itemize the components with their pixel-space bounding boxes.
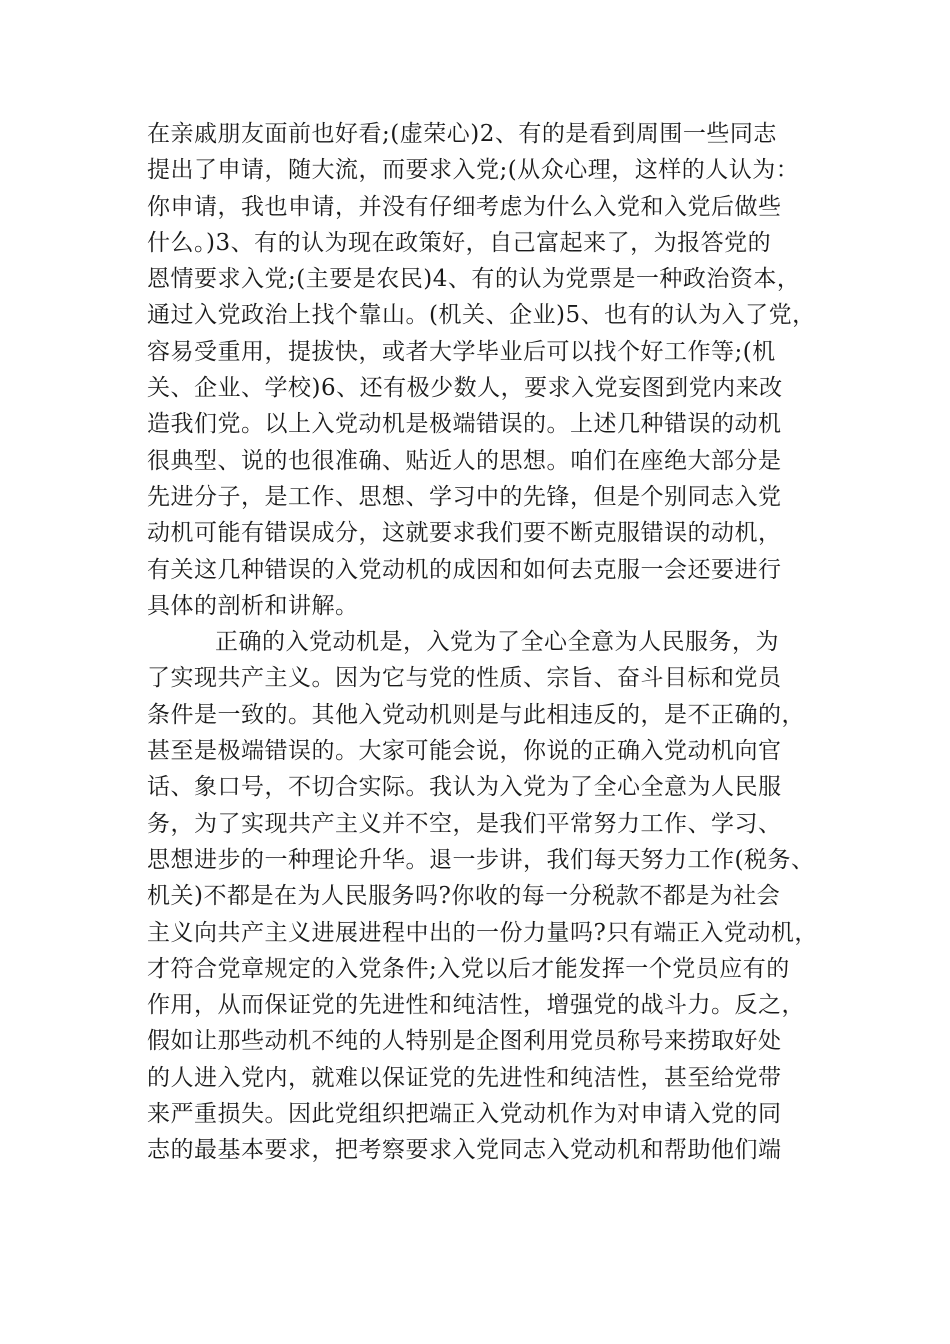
text-line: 有关这几种错误的入党动机的成因和如何去克服一会还要进行 <box>147 556 782 583</box>
text-line: 务，为了实现共产主义并不空，是我们平常努力工作、学习、 <box>147 810 782 837</box>
text-line: 通过入党政治上找个靠山。(机关、企业)5、也有的认为入了党， <box>147 302 816 329</box>
text-line: 正确的入党动机是，入党为了全心全意为人民服务，为 <box>215 629 779 656</box>
text-line: 假如让那些动机不纯的人特别是企图利用党员称号来捞取好处 <box>147 1028 782 1055</box>
text-line: 很典型、说的也很准确、贴近人的思想。咱们在座绝大部分是 <box>147 447 782 474</box>
text-line: 具体的剖析和讲解。 <box>147 592 359 619</box>
text-line: 机关)不都是在为人民服务吗?你收的每一分税款不都是为社会 <box>147 883 781 910</box>
paragraph-1 <box>147 116 816 624</box>
text-line: 动机可能有错误成分，这就要求我们要不断克服错误的动机， <box>147 520 782 547</box>
text-line: 条件是一致的。其他入党动机则是与此相违反的，是不正确的， <box>147 701 805 728</box>
text-line: 甚至是极端错误的。大家可能会说，你说的正确入党动机向官 <box>147 738 782 765</box>
body-text <box>147 116 818 1169</box>
text-line: 才符合党章规定的入党条件;入党以后才能发挥一个党员应有的 <box>147 955 790 982</box>
text-line: 你申请，我也申请，并没有仔细考虑为什么入党和入党后做些 <box>147 193 782 220</box>
text-line: 在亲戚朋友面前也好看;(虚荣心)2、有的是看到周围一些同志 <box>147 121 777 147</box>
text-line: 关、企业、学校)6、还有极少数人，要求入党妄图到党内来改 <box>147 375 783 402</box>
text-line: 了实现共产主义。因为它与党的性质、宗旨、奋斗目标和党员 <box>147 665 782 692</box>
text-line: 先进分子，是工作、思想、学习中的先锋，但是个别同志入党 <box>147 483 782 510</box>
paragraph-2 <box>147 624 818 1168</box>
text-line: 志的最基本要求，把考察要求入党同志入党动机和帮助他们端 <box>147 1137 782 1164</box>
text-line: 话、象口号，不切合实际。我认为入党为了全心全意为人民服 <box>147 774 782 801</box>
text-line: 的人进入党内，就难以保证党的先进性和纯洁性，甚至给党带 <box>147 1064 782 1091</box>
text-line: 来严重损失。因此党组织把端正入党动机作为对申请入党的同 <box>147 1101 782 1128</box>
text-line: 什么。)3、有的认为现在政策好，自己富起来了，为报答党的 <box>147 229 772 256</box>
text-line: 容易受重用，提拔快，或者大学毕业后可以找个好工作等;(机 <box>147 338 776 365</box>
text-line: 主义向共产主义进展进程中出的一份力量吗?只有端正入党动机， <box>147 919 818 946</box>
text-line: 作用，从而保证党的先进性和纯洁性，增强党的战斗力。反之， <box>147 992 805 1019</box>
text-line: 提出了申请，随大流，而要求入党;(从众心理，这样的人认为： <box>147 157 800 184</box>
text-line: 恩情要求入党;(主要是农民)4、有的认为党票是一种政治资本， <box>147 266 801 293</box>
text-line: 造我们党。以上入党动机是极端错误的。上述几种错误的动机 <box>147 411 782 438</box>
text-line: 思想进步的一种理论升华。退一步讲，我们每天努力工作(税务、 <box>147 846 815 873</box>
